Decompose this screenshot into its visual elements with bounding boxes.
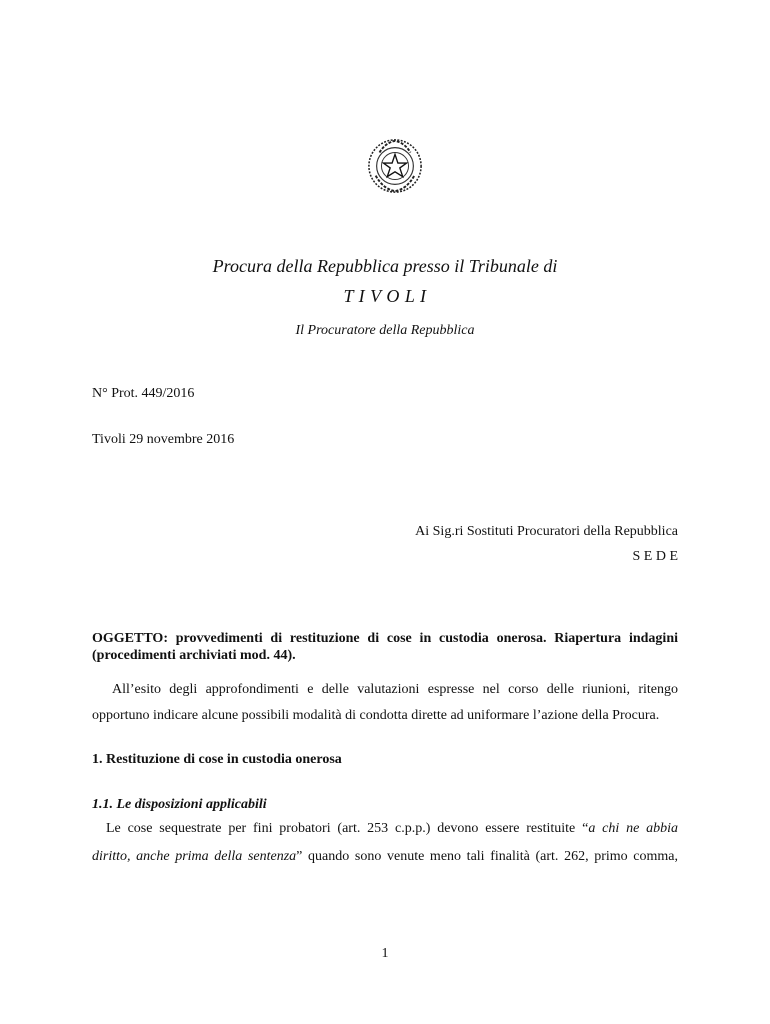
paragraph-line-1 [92, 815, 678, 843]
intro-line-2: opportuno indicare alcune possibili modalità di condotta dirette ad uniformare l’azione della Procura. [92, 708, 660, 723]
republic-emblem-icon [366, 137, 424, 195]
intro-line-1-text: All’esito degli approfondimenti e delle valutazioni espresse nel corso delle riunioni, ritengo [112, 682, 678, 697]
protocol-number: N° Prot. 449/2016 [92, 386, 195, 401]
intro-line-1 [92, 676, 678, 704]
paragraph-text-b: ” quando sono venute meno tali finalità (art. 262, primo comma, [296, 849, 679, 864]
section-heading: 1. Restituzione di cose in custodia onerosa [92, 752, 342, 767]
paragraph-quote-2: diritto, anche prima della sentenza [92, 849, 297, 864]
paragraph-quote-1: a chi ne abbia [588, 821, 678, 836]
role-title: Il Procuratore della Repubblica [295, 323, 475, 338]
subject-paragraph: OGGETTO: provvedimenti di restituzione di cose in custodia onerosa. Riapertura indagini (procedimenti archiviati mod. 44). [92, 631, 678, 663]
office-title: Procura della Repubblica presso il Tribunale di [212, 256, 558, 276]
recipient-line-2: S E D E [632, 549, 678, 564]
subsection-heading: 1.1. Le disposizioni applicabili [92, 797, 267, 812]
recipient-line-1: Ai Sig.ri Sostituti Procuratori della Repubblica [415, 524, 678, 539]
city-name: T I V O L I [343, 286, 427, 306]
place-date: Tivoli 29 novembre 2016 [92, 432, 235, 447]
paragraph-line-2 [92, 843, 678, 871]
paragraph-text-a: Le cose sequestrate per fini probatori (art. 253 c.p.p.) devono essere restituite “ [106, 821, 589, 836]
page-number: 1 [381, 946, 389, 961]
